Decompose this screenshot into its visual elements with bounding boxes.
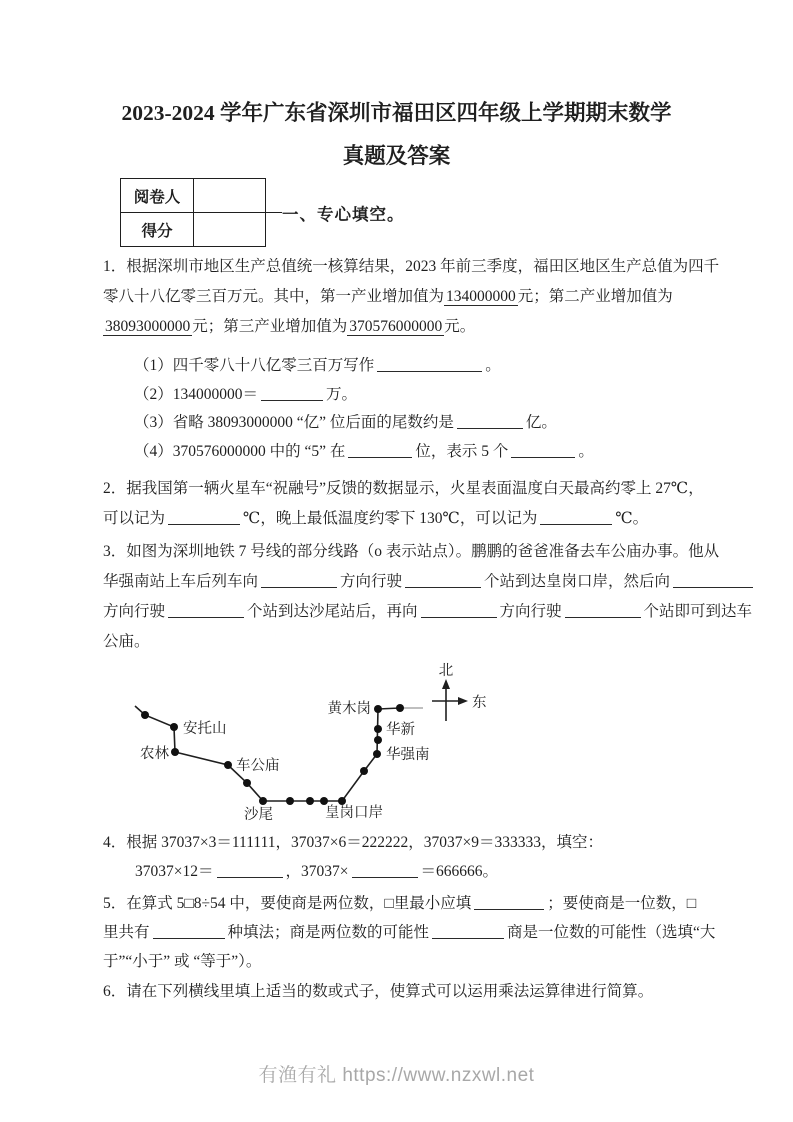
subquestion-4: （4）370576000000 中的 “5” 在 位，表示 5 个 。 xyxy=(134,442,594,460)
answer-blank xyxy=(511,443,575,458)
underlined-number: 38093000000 xyxy=(105,318,191,335)
station-label-huangmugang: 黄木岗 xyxy=(327,701,371,717)
compass-east-arrow xyxy=(458,697,468,705)
answer-blank xyxy=(432,924,504,939)
question-5-line-1: 5．在算式 5□8÷54 中，要使商是两位数，□里最小应填 ；要使商是一位数，□ xyxy=(103,895,697,912)
score-label: 得分 xyxy=(121,213,194,247)
question-3-line-3: 方向行驶 个站到达沙尾站后，再向 方向行驶 个站即可到达车 xyxy=(103,603,753,620)
metro-line-diagram xyxy=(110,653,510,831)
section-heading: 一、专心填空。 xyxy=(282,204,405,224)
question-2-line-1: 2．据我国第一辆火星车“祝融号”反馈的数据显示，火星表面温度白天最高约零上 27℃， xyxy=(103,480,704,497)
question-2 xyxy=(103,474,704,534)
answer-blank xyxy=(348,443,412,458)
question-5-line-3: 于”“小于” 或 “等于”）。 xyxy=(103,953,262,970)
page-title-line2: 真题及答案 xyxy=(342,144,451,168)
grader-score-table xyxy=(120,178,266,247)
page-title-line1: 2023-2024 学年广东省深圳市福田区四年级上学期期末数学 xyxy=(121,101,672,125)
answer-blank xyxy=(153,924,225,939)
question-1 xyxy=(103,252,720,342)
question-1-subitems xyxy=(134,352,698,466)
answer-blank xyxy=(474,895,544,910)
station-dots xyxy=(141,704,404,805)
compass xyxy=(432,662,487,721)
compass-north-label: 北 xyxy=(438,663,454,679)
subquestion-1: （1）四千零八十八亿零三百万写作 。 xyxy=(134,357,501,374)
question-3-line-4: 公庙。 xyxy=(103,633,150,650)
question-3-line-1: 3．如图为深圳地铁 7 号线的部分线路（o 表示站点）。鹏鹏的爸爸准备去车公庙办事。他从 xyxy=(103,543,720,560)
connector-line xyxy=(266,212,282,213)
question-6-line-1: 6．请在下列横线里填上适当的数或式子，使算式可以运用乘法运算律进行简算。 xyxy=(103,983,654,1000)
station-label-shawei: 沙尾 xyxy=(244,807,273,823)
station-label-chegongmiao: 车公庙 xyxy=(236,758,280,774)
question-1-line-3: 38093000000 元；第三产业增加值为 370576000000 元。 xyxy=(105,318,476,335)
question-5 xyxy=(103,889,716,976)
footer-watermark: 有渔有礼 https://www.nzxwl.net xyxy=(258,1065,535,1086)
question-4-line-2: 37037×12＝ ，37037× ＝666666。 xyxy=(135,862,499,880)
station-label-huanggangkouan: 皇岗口岸 xyxy=(325,805,383,821)
question-1-line-1: 1．根据深圳市地区生产总值统一核算结果，2023 年前三季度，福田区地区生产总值为四千 xyxy=(103,258,720,275)
answer-blank xyxy=(405,573,481,588)
answer-blank xyxy=(540,510,612,525)
subquestion-3: （3）省略 38093000000 “亿” 位后面的尾数约是 亿。 xyxy=(134,414,557,431)
answer-blank xyxy=(457,414,523,429)
question-6 xyxy=(103,977,698,1007)
answer-blank xyxy=(168,603,244,618)
page-title xyxy=(0,92,793,178)
answer-blank xyxy=(673,573,753,588)
answer-blank xyxy=(377,357,482,372)
question-2-line-2: 可以记为 ℃，晚上最低温度约零下 130℃，可以记为 ℃。 xyxy=(103,510,649,527)
question-3 xyxy=(103,537,753,657)
subquestion-2: （2）134000000＝ 万。 xyxy=(134,385,358,403)
answer-blank xyxy=(168,510,240,525)
underlined-number: 370576000000 xyxy=(349,318,443,335)
section-header xyxy=(120,178,405,247)
compass-east-label: 东 xyxy=(472,695,487,711)
grader-label: 阅卷人 xyxy=(121,179,194,213)
question-5-line-2: 里共有 种填法；商是两位数的可能性 商是一位数的可能性（选填“大 xyxy=(103,924,716,941)
answer-blank xyxy=(261,386,323,401)
station-label-antuoshan: 安托山 xyxy=(183,721,227,737)
grader-empty-cell xyxy=(194,179,266,213)
question-4 xyxy=(103,829,698,886)
compass-north-arrow xyxy=(442,679,450,689)
station-label-nonglin: 农林 xyxy=(140,746,169,762)
station-label-huaxin: 华新 xyxy=(386,722,415,738)
answer-blank xyxy=(352,863,418,878)
question-1-line-2: 零八十八亿零三百万元。其中，第一产业增加值为 134000000 元；第二产业增加值为 xyxy=(103,288,673,305)
question-3-line-2: 华强南站上车后列车向 方向行驶 个站到达皇岗口岸，然后向 xyxy=(103,567,698,597)
question-4-line-1: 4．根据 37037×3＝111111，37037×6＝222222，37037×9＝333333，填空： xyxy=(103,834,603,851)
answer-blank xyxy=(261,573,337,588)
score-empty-cell xyxy=(194,213,266,247)
answer-blank xyxy=(565,603,641,618)
answer-blank xyxy=(217,863,283,878)
underlined-number: 134000000 xyxy=(446,288,516,305)
answer-blank xyxy=(421,603,497,618)
station-label-huaqiangnan: 华强南 xyxy=(386,747,430,763)
